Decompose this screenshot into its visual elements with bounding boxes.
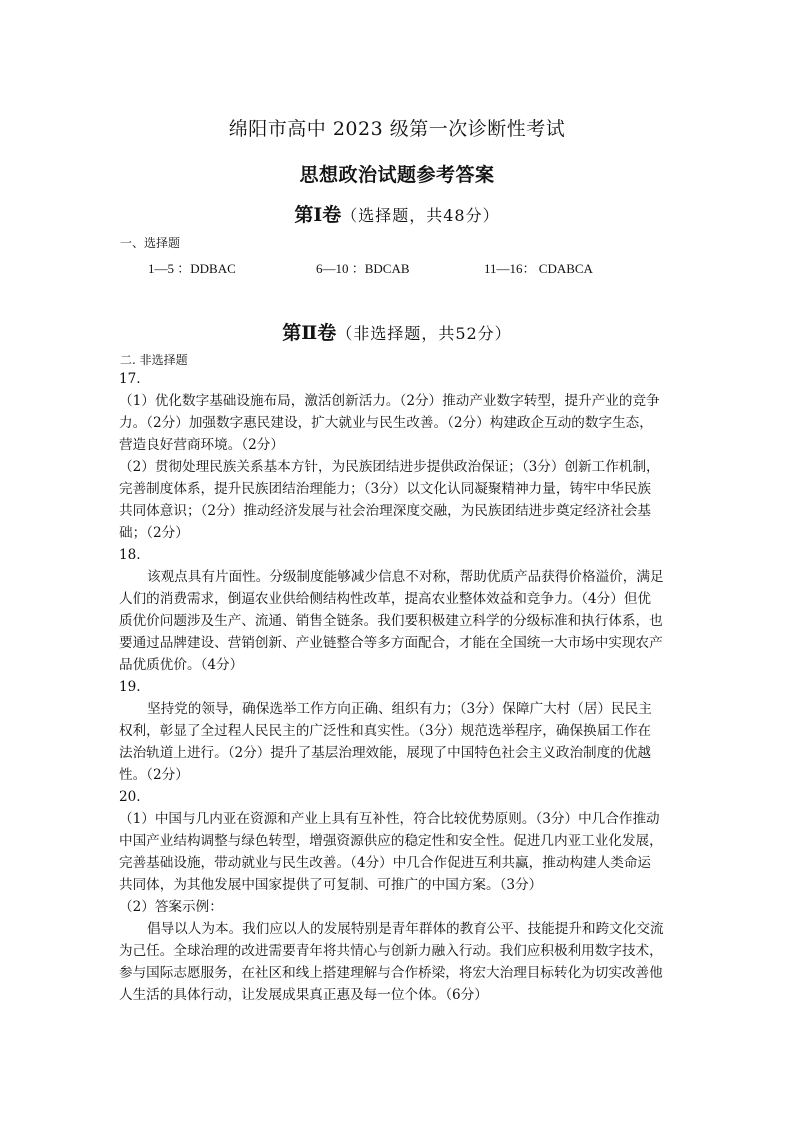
answer-line: 完善基础设施，带动就业与民生改善。（4分）中几合作促进互利共赢，推动构建人类命运 xyxy=(119,855,652,871)
answer-line: （1）中国与几内亚在资源和产业上具有互补性，符合比较优势原则。（3分）中几合作推动 xyxy=(119,811,660,827)
answer-line: 完善制度体系，提升民族团结治理能力；（3分）以文化认同凝聚精神力量，铸牢中华民族 xyxy=(119,481,652,497)
part1-note: （选择题，共48分） xyxy=(341,206,500,225)
part1-title: 第Ⅰ卷 xyxy=(294,204,342,226)
exam-title: 绵阳市高中 2023 级第一次诊断性考试 xyxy=(228,118,566,140)
answer-line: （2）贯彻处理民族关系基本方针，为民族团结进步提供政治保证；（3分）创新工作机制， xyxy=(119,459,660,475)
answers-11-16: 11—16： CDABCA xyxy=(484,261,593,276)
part1-heading xyxy=(0,200,794,227)
answer-line: 性。（2分） xyxy=(119,767,189,783)
answer-line: （1）优化数字基础设施布局，激活创新活力。（2分）推动产业数字转型，提升产业的竞争 xyxy=(119,393,660,409)
question-number: 18. xyxy=(119,547,141,563)
answer-body xyxy=(119,368,679,1006)
answers-6-10: 6—10 ：BDCAB xyxy=(316,261,410,276)
part2-note: （非选择题，共52分） xyxy=(336,324,512,343)
answer-line: 共同体意识；（2分）推动经济发展与社会治理深度交融，为民族团结进步奠定经济社会基 xyxy=(119,503,652,519)
question-number: 19. xyxy=(119,679,141,695)
answer-line: （2）答案示例： xyxy=(119,899,223,915)
section-choice-label: 一、选择题 xyxy=(120,236,181,250)
answer-line: 础；（2分） xyxy=(119,525,189,541)
answer-line: 要通过品牌建设、营销创新、产业链整合等多方面配合，才能在全国统一大市场中实现农产 xyxy=(119,635,663,651)
answer-line: 力。（2分）加强数字惠民建设，扩大就业与民生改善。（2分）构建政企互动的数字生态， xyxy=(119,415,653,431)
answer-line: 质优价问题涉及生产、流通、销售全链条。我们要积极建立科学的分级标准和执行体系，也 xyxy=(119,613,663,629)
answer-key-title: 思想政治试题参考答案 xyxy=(299,164,495,186)
answer-line: 人们的消费需求，倒逼农业供给侧结构性改革，提高农业整体效益和竞争力。（4分）但优 xyxy=(119,591,652,607)
answer-line: 倡导以人为本。我们应以人的发展特别是青年群体的教育公平、技能提升和跨文化交流 xyxy=(147,921,664,937)
question-number: 20. xyxy=(119,789,141,805)
answer-line: 品优质优价。（4分） xyxy=(119,657,244,673)
answer-line: 该观点具有片面性。分级制度能够减少信息不对称，帮助优质产品获得价格溢价，满足 xyxy=(147,569,664,585)
answer-line: 坚持党的领导，确保选举工作方向正确、组织有力；（3分）保障广大村（居）民民主 xyxy=(147,701,652,717)
part2-title: 第Ⅱ卷 xyxy=(282,322,337,344)
section-nonchoice-label: 二. 非选择题 xyxy=(120,353,188,367)
answer-line: 共同体，为其他发展中国家提供了可复制、可推广的中国方案。（3分） xyxy=(119,877,543,893)
answer-line: 参与国际志愿服务，在社区和线上搭建理解与合作桥梁，将宏大治理目标转化为切实改善他 xyxy=(119,965,663,981)
answer-line: 为己任。全球治理的改进需要青年将共情心与创新力融入行动。我们应积极利用数字技术， xyxy=(119,943,663,959)
answers-1-5: 1—5 ：DDBAC xyxy=(148,261,236,276)
answer-line: 中国产业结构调整与绿色转型，增强资源供应的稳定性和安全性。促进几内亚工业化发展， xyxy=(119,833,663,849)
answer-line: 人生活的具体行动，让发展成果真正惠及每一位个体。（6分） xyxy=(119,987,488,1003)
question-number: 17. xyxy=(119,371,141,387)
part2-heading xyxy=(0,318,794,345)
answer-line: 权利，彰显了全过程人民民主的广泛性和真实性。（3分）规范选举程序，确保换届工作在 xyxy=(119,723,652,739)
answer-line: 营造良好营商环境。（2分） xyxy=(119,437,284,453)
answer-line: 法治轨道上进行。（2分）提升了基层治理效能，展现了中国特色社会主义政治制度的优越 xyxy=(119,745,652,761)
